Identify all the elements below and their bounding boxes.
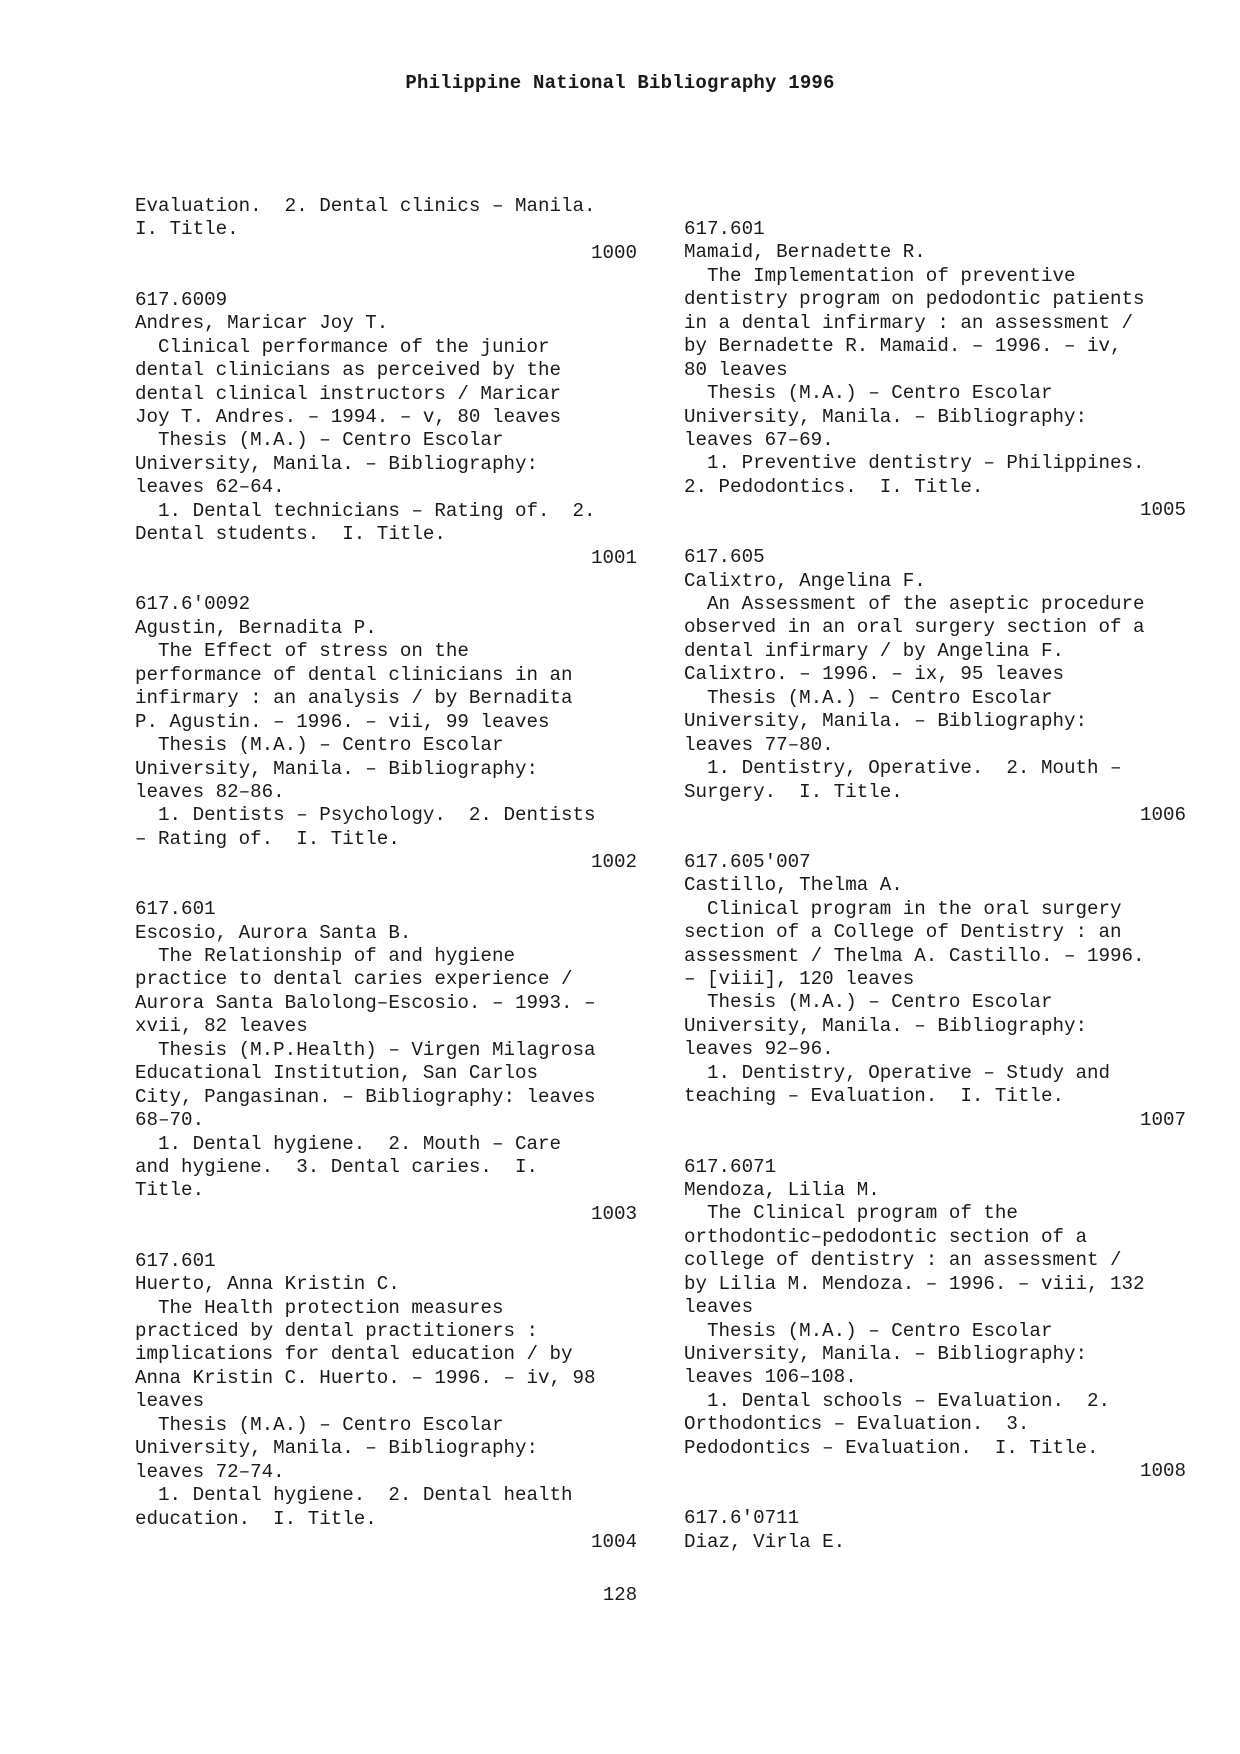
blank-line xyxy=(135,1226,637,1249)
text-line: practice to dental caries experience / xyxy=(135,968,573,991)
text-line: The Effect of stress on the xyxy=(135,640,469,663)
text-line: Thesis (M.A.) – Centro Escolar xyxy=(135,429,504,452)
text-line: observed in an oral surgery section of a xyxy=(684,616,1145,639)
text-line: Dental students. I. Title. xyxy=(135,523,446,546)
text-line: 1. Dental hygiene. 2. Dental health xyxy=(135,1484,573,1507)
text-line: – Rating of. I. Title. xyxy=(135,827,400,850)
text-line: 1. Dental hygiene. 2. Mouth – Care xyxy=(135,1132,562,1155)
text-line: Thesis (M.A.) – Centro Escolar xyxy=(684,991,1053,1014)
entry-number: 1003 xyxy=(590,1202,637,1225)
text-line: and hygiene. 3. Dental caries. I. xyxy=(135,1155,539,1178)
text-line: Evaluation. 2. Dental clinics – Manila. xyxy=(135,195,596,217)
text-line: dental clinical instructors / Maricar xyxy=(135,382,562,405)
text-line: leaves xyxy=(684,1296,754,1319)
text-line: Orthodontics – Evaluation. 3. xyxy=(684,1413,1030,1436)
blank-line xyxy=(684,523,1186,546)
entry-number: 1001 xyxy=(590,546,637,569)
text-line: 1. Dentistry, Operative – Study and xyxy=(684,1061,1111,1084)
text-line: University, Manila. – Bibliography: xyxy=(684,405,1088,428)
text-line: assessment / Thelma A. Castillo. – 1996. xyxy=(684,944,1145,967)
text-line: leaves 72–74. xyxy=(135,1460,285,1483)
text-line: Anna Kristin C. Huerto. – 1996. – iv, 98 xyxy=(135,1366,596,1389)
blank-line xyxy=(135,570,637,593)
text-line: Andres, Maricar Joy T. xyxy=(135,312,389,335)
text-line: City, Pangasinan. – Bibliography: leaves xyxy=(135,1085,596,1108)
text-line: University, Manila. – Bibliography: xyxy=(684,1343,1088,1365)
text-line: 617.605'007 xyxy=(684,850,811,873)
text-line: University, Manila. – Bibliography: xyxy=(135,1437,539,1460)
text-line: Pedodontics – Evaluation. I. Title. xyxy=(684,1436,1099,1459)
text-line: orthodontic–pedodontic section of a xyxy=(684,1225,1088,1248)
text-line: Thesis (M.A.) – Centro Escolar xyxy=(684,686,1053,709)
text-line: 617.6009 xyxy=(135,288,228,311)
text-line: 617.6'0711 xyxy=(684,1507,800,1530)
text-line: leaves xyxy=(135,1390,205,1413)
text-line: The Clinical program of the xyxy=(684,1202,1018,1225)
text-line: leaves 67–69. xyxy=(684,428,834,451)
text-line: The Implementation of preventive xyxy=(684,264,1076,287)
text-line: leaves 62–64. xyxy=(135,476,285,499)
blank-line xyxy=(684,1132,1186,1155)
text-line: in a dental infirmary : an assessment / xyxy=(684,311,1134,334)
entry-number: 1007 xyxy=(1139,1108,1186,1131)
page-number: 128 xyxy=(602,1584,638,1606)
text-line: 617.601 xyxy=(684,218,765,240)
text-line: 617.605 xyxy=(684,546,765,569)
text-line: University, Manila. – Bibliography: xyxy=(135,757,539,780)
text-line: Educational Institution, San Carlos xyxy=(135,1062,539,1085)
text-line: Mamaid, Bernadette R. xyxy=(684,241,926,264)
text-line: Title. xyxy=(135,1179,205,1202)
text-line: 1. Dental schools – Evaluation. 2. xyxy=(684,1389,1111,1412)
text-line: An Assessment of the aseptic procedure xyxy=(684,593,1145,615)
text-line: Thesis (M.A.) – Centro Escolar xyxy=(684,1319,1053,1342)
text-line: The Relationship of and hygiene xyxy=(135,945,515,967)
text-line: 617.601 xyxy=(135,898,216,921)
text-line: education. I. Title. xyxy=(135,1507,377,1530)
text-line: University, Manila. – Bibliography: xyxy=(684,710,1088,733)
text-line: I. Title. xyxy=(135,218,239,241)
text-line: Escosio, Aurora Santa B. xyxy=(135,921,412,944)
text-line: 2. Pedodontics. I. Title. xyxy=(684,475,984,498)
text-line: Clinical performance of the junior xyxy=(135,335,550,358)
text-line: leaves 77–80. xyxy=(684,733,834,756)
text-line: Calixtro, Angelina F. xyxy=(684,569,926,592)
text-line: The Health protection measures xyxy=(135,1296,504,1319)
blank-line xyxy=(135,875,637,898)
text-line: Thesis (M.A.) – Centro Escolar xyxy=(684,382,1053,405)
text-line: 1. Preventive dentistry – Philippines. xyxy=(684,452,1145,475)
text-line: Huerto, Anna Kristin C. xyxy=(135,1273,400,1296)
entry-number: 1000 xyxy=(590,241,637,264)
page-title: Philippine National Bibliography 1996 xyxy=(405,72,835,94)
text-line: 68–70. xyxy=(135,1109,205,1132)
right-column xyxy=(684,218,1186,1554)
text-line: University, Manila. – Bibliography: xyxy=(135,452,539,475)
text-line: section of a College of Dentistry : an xyxy=(684,921,1122,944)
text-line: – [viii], 120 leaves xyxy=(684,968,915,990)
entry-number: 1005 xyxy=(1139,499,1186,522)
text-line: Aurora Santa Balolong–Escosio. – 1993. – xyxy=(135,991,596,1014)
text-line: by Lilia M. Mendoza. – 1996. – viii, 132 xyxy=(684,1272,1145,1295)
text-line: Calixtro. – 1996. – ix, 95 leaves xyxy=(684,663,1064,686)
text-line: dentistry program on pedodontic patients xyxy=(684,288,1145,311)
entry-number: 1002 xyxy=(590,851,637,874)
text-line: 617.6'0092 xyxy=(135,593,251,616)
text-line: teaching – Evaluation. I. Title. xyxy=(684,1085,1064,1108)
text-line: Thesis (M.A.) – Centro Escolar xyxy=(135,734,504,757)
text-line: Castillo, Thelma A. xyxy=(684,874,903,897)
text-line: 617.6071 xyxy=(684,1155,777,1178)
text-line: by Bernadette R. Mamaid. – 1996. – iv, xyxy=(684,335,1122,358)
text-line: Agustin, Bernadita P. xyxy=(135,616,377,639)
text-line: 617.601 xyxy=(135,1249,216,1272)
text-line: Thesis (M.P.Health) – Virgen Milagrosa xyxy=(135,1038,596,1061)
text-line: college of dentistry : an assessment / xyxy=(684,1249,1122,1272)
blank-line xyxy=(135,265,637,288)
text-line: leaves 106–108. xyxy=(684,1366,857,1389)
entry-number: 1006 xyxy=(1139,803,1186,826)
left-column xyxy=(135,195,637,1554)
entry-number: 1008 xyxy=(1139,1460,1186,1483)
text-line: Thesis (M.A.) – Centro Escolar xyxy=(135,1413,504,1436)
blank-line xyxy=(684,827,1186,850)
text-line: leaves 92–96. xyxy=(684,1038,834,1061)
text-line: University, Manila. – Bibliography: xyxy=(684,1014,1088,1037)
text-line: dental clinicians as perceived by the xyxy=(135,359,562,382)
text-line: performance of dental clinicians in an xyxy=(135,663,573,686)
text-line: dental infirmary / by Angelina F. xyxy=(684,639,1064,662)
text-line: P. Agustin. – 1996. – vii, 99 leaves xyxy=(135,710,550,733)
text-line: practiced by dental practitioners : xyxy=(135,1320,539,1342)
text-line: Clinical program in the oral surgery xyxy=(684,897,1122,920)
text-line: 80 leaves xyxy=(684,358,788,381)
text-line: Mendoza, Lilia M. xyxy=(684,1178,880,1201)
text-line: infirmary : an analysis / by Bernadita xyxy=(135,687,573,710)
text-line: Surgery. I. Title. xyxy=(684,780,903,803)
text-line: 1. Dentistry, Operative. 2. Mouth – xyxy=(684,757,1122,780)
text-line: xvii, 82 leaves xyxy=(135,1015,308,1038)
text-line: Diaz, Virla E. xyxy=(684,1530,846,1553)
entry-number: 1004 xyxy=(590,1530,637,1553)
text-line: leaves 82–86. xyxy=(135,780,285,803)
text-line: 1. Dentists – Psychology. 2. Dentists xyxy=(135,804,596,827)
text-line: implications for dental education / by xyxy=(135,1343,573,1366)
blank-line xyxy=(684,1484,1186,1507)
text-line: Joy T. Andres. – 1994. – v, 80 leaves xyxy=(135,405,562,428)
text-line: 1. Dental technicians – Rating of. 2. xyxy=(135,499,596,522)
